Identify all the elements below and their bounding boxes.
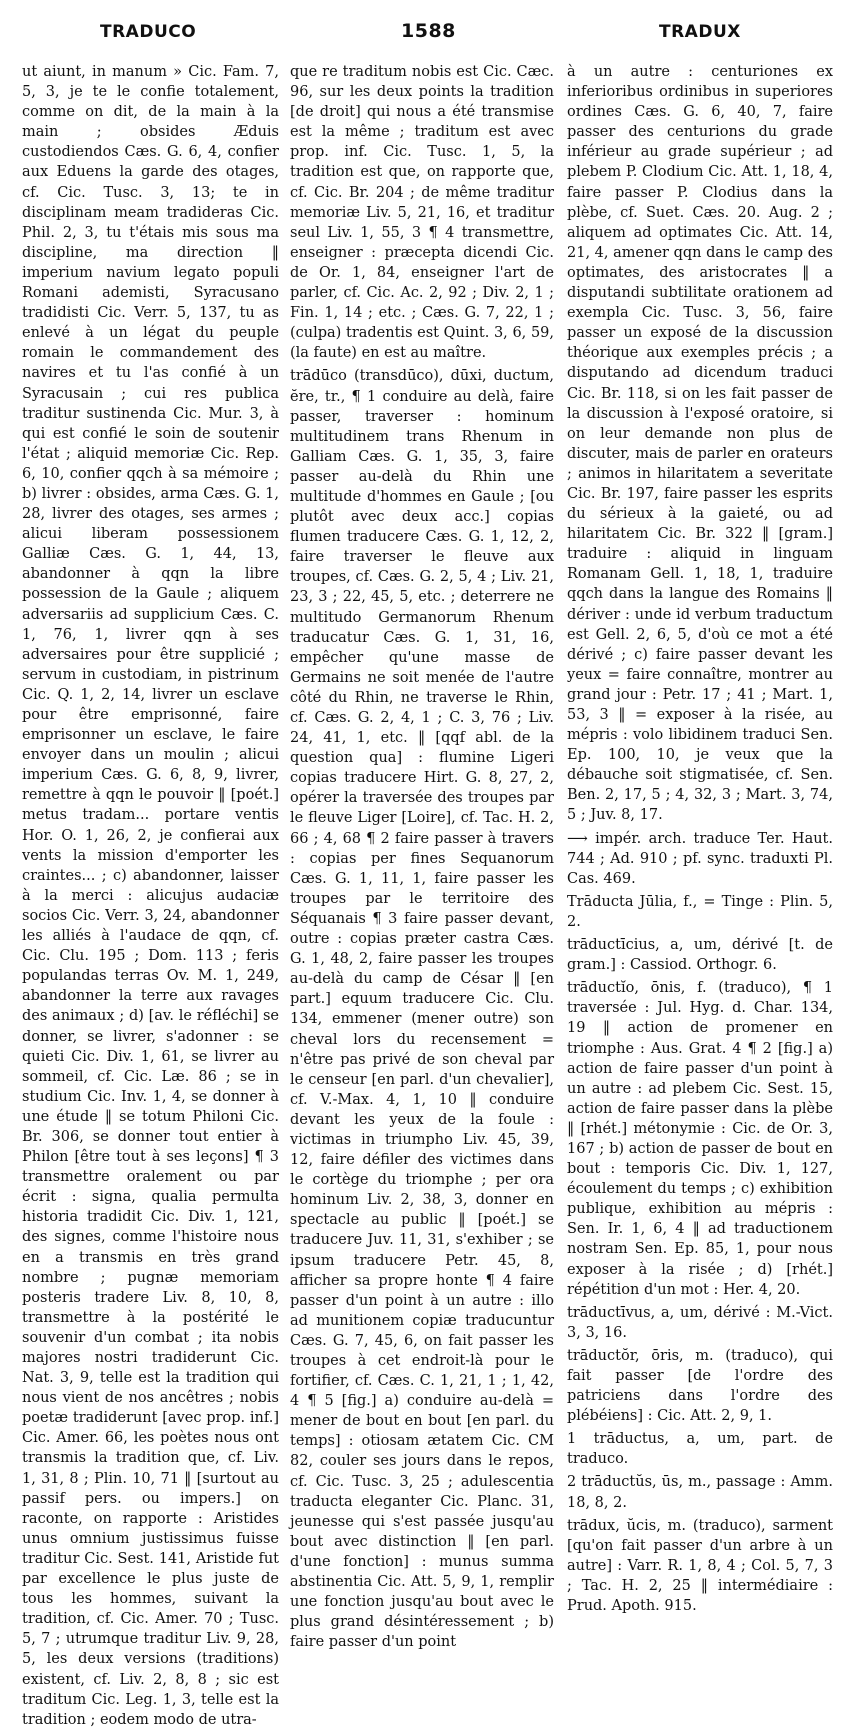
entry-tradux: trādux, ŭcis, m. (traduco), sarment [qu'on fait passer d'un arbre à un autre] : Varr. R. 1, 8, 4 ; Col. 5, 7, 3 ; Tac. H. 2, 25 ‖ intermédiaire : Prud. Apoth. 915.: [567, 1517, 833, 1615]
page-header: [0, 8, 850, 48]
entry-traductus-2: 2 trāductŭs, ūs, m., passage : Amm. 18, 8, 2.: [567, 1474, 833, 1511]
entry-note: ⟶ impér. arch. traduce Ter. Haut. 744 ; Ad. 910 ; pf. sync. traduxti Pl. Cas. 469.: [567, 830, 833, 887]
entry-traductor: trāductŏr, ōris, m. (traduco), qui fait passer [de l'ordre des patriciens dans l'ordre des plébéiens] : Cic. Att. 2, 9, 1.: [567, 1347, 833, 1425]
entry-traduco: trādūco (transdūco), dūxi, ductum, ĕre, tr., ¶ 1 conduire au delà, faire passer, traverser : hominum multitudinem trans Rhenum in Galliam Cæs. G. 1, 35, 3, faire passer au-delà du Rhin une multitude d'hommes en Gaule ; [ou plutôt avec deux acc.] copias flumen traducere Cæs. G. 1, 12, 2, faire traverser le fleuve aux troupes, cf. Cæs. G. 2, 5, 4 ; Liv. 21, 23, 3 ; 22, 45, 5, etc. ; deterrere ne multitudo Germanorum Rhenum traducatur Cæs. G. 1, 31, 16, empêcher qu'une masse de Germains ne soit menée de l'autre côté du Rhin, ne traverse le Rhin, cf. Cæs. G. 2, 4, 1 ; C. 3, 76 ; Liv. 24, 41, 1, etc. ‖ [qqf abl. de la question qua] : flumine Ligeri copias traducere Hirt. G. 8, 27, 2, opérer la traversée des troupes par le fleuve Liger [Loire], cf. Tac. H. 2, 66 ; 4, 68 ¶ 2 faire passer à travers : copias per fines Sequanorum Cæs. G. 1, 11, 1, faire passer les troupes par le territoire des Séquanais ¶ 3 faire passer devant, outre : copias præter castra Cæs. G. 1, 48, 2, faire passer les troupes au-delà du camp de César ‖ [en part.] equum traducere Cic. Clu. 134, emmener (mener outre) son cheval lors du recensement = n'être pas privé de son cheval par le censeur [en parl. d'un chevalier], cf. V.-Max. 4, 1, 10 ‖ conduire devant les yeux de la foule : victimas in triumpho Liv. 45, 39, 12, faire défiler des victimes dans le cortège du triomphe ; per ora hominum Liv. 2, 38, 3, donner en spectacle au public ‖ [poét.] se traducere Juv. 11, 31, s'exhiber ; se ipsum traducere Petr. 45, 8, afficher sa propre honte ¶ 4 faire passer d'un point à un autre : illo ad munitionem copiæ traducuntur Cæs. G. 7, 45, 6, on fait passer les troupes à cet endroit-là pour le fortifier, cf. Cæs. C. 1, 21, 1 ; 1, 42, 4 ¶ 5 [fig.] a) conduire au-delà = mener de bout en bout [en parl. du temps] : otiosam ætatem Cic. CM 82, couler ses jours dans le repos, cf. Cic. Tusc. 3, 25 ; adulescentia traducta eleganter Cic. Planc. 31, jeunesse qui s'est passée jusqu'au bout avec distinction ‖ [en parl. d'une fonction] : munus summa abstinentia Cic. Att. 5, 9, 1, remplir une fonction jusqu'au bout avec le plus grand désintéressement ; b) faire passer d'un point: [290, 368, 554, 1651]
entry-traducticius: trāductīcius, a, um, dérivé [t. de gram.] : Cassiod. Orthogr. 6.: [567, 937, 833, 974]
entry-continuation: ut aiunt, in manum » Cic. Fam. 7, 5, 3, je te le confie totalement, comme on dit, de la main à la main ; obsides Æduis custodiendos Cæs. G. 6, 4, confier aux Eduens la garde des otages, cf. Cic. Tusc. 3, 13; te in disciplinam meam tradideras Cic. Phil. 2, 3, tu t'étais mis sous ma discipline, ma direction ‖ imperium navium legato populi Romani ademisti, Syracusano tradidisti Cic. Verr. 5, 137, tu as enlevé à un légat du peuple romain le commandement des navires et tu l'as confié à un Syracusain ; cui res publica traditur sustinenda Cic. Mur. 3, à qui est confié le soin de soutenir l'état ; aliquid memoriæ Cic. Rep. 6, 10, confier qqch à sa mémoire ; b) livrer : obsides, arma Cæs. G. 1, 28, livrer des otages, ses armes ; alicui liberam possessionem Galliæ Cæs. G. 1, 44, 13, abandonner à qqn la libre possession de la Gaule ; aliquem adversariis ad supplicium Cæs. C. 1, 76, 1, livrer qqn à ses adversaires pour être supplicié ; servum in custodiam, in pistrinum Cic. Q. 1, 2, 14, livrer un esclave pour être emprisonné, faire emprisonner un esclave, le faire envoyer dans un moulin ; alicui imperium Cæs. G. 6, 8, 9, livrer, remettre à qqn le pouvoir ‖ [poét.] metus tradam... portare ventis Hor. O. 1, 26, 2, je confierai aux vents la mission d'emporter les craintes... ; c) abandonner, laisser à la merci : alicujus audaciæ socios Cic. Verr. 3, 24, abandonner les alliés à l'audace de qqn, cf. Cic. Clu. 195 ; Dom. 113 ; feris populandas terras Ov. M. 1, 249, abandonner la terre aux ravages des animaux ; d) [av. le réfléchi] se donner, se livrer, s'adonner : se quieti Cic. Div. 1, 61, se livrer au sommeil, cf. Cic. Læ. 86 ; se in studium Cic. Inv. 1, 4, se donner à une étude ‖ se totum Philoni Cic. Br. 306, se donner tout entier à Philon [être tout à ses leçons] ¶ 3 transmettre oralement ou par écrit : signa, qualia permulta historia tradidit Cic. Div. 1, 121, des signes, comme l'histoire nous en a transmis en très grand nombre ; pugnæ memoriam posteris tradere Liv. 8, 10, 8, transmettre à la postérité le souvenir d'un combat ; ita nobis majores nostri tradiderunt Cic. Nat. 3, 9, telle est la tradition qui nous vient de nos ancêtres ; nobis poetæ tradiderunt [avec prop. inf.] Cic. Amer. 66, les poètes nous ont transmis la tradition que, cf. Liv. 1, 31, 8 ; Plin. 10, 71 ‖ [surtout au passif pers. ou impers.] on raconte, on rapporte : Aristides unus omnium justissimus fuisse traditur Cic. Sest. 141, Aristide fut par excellence le plus juste de tous les hommes, suivant la tradition, cf. Cic. Amer. 70 ; Tusc. 5, 7 ; utrumque traditur Liv. 9, 28, 5, les deux versions (traditions) existent, cf. Liv. 2, 8, 8 ; sic est traditum Cic. Leg. 1, 3, telle est la tradition ; eodem modo de utra-: [22, 64, 279, 1728]
entry-traducta-julia: Trāducta Jūlia, f., = Tinge : Plin. 5, 2.: [567, 893, 833, 930]
column-2: [290, 62, 554, 1651]
left-running-head: TRADUCO: [100, 22, 197, 42]
column-1: [22, 62, 279, 1728]
right-running-head: TRADUX: [659, 22, 741, 42]
column-3: [567, 62, 833, 1615]
entry-continuation: que re traditum nobis est Cic. Cæc. 96, sur les deux points la tradition [de droit] qui nous a été transmise est la même ; traditum est avec prop. inf. Cic. Tusc. 1, 5, la tradition est que, on rapporte que, cf. Cic. Br. 204 ; de même traditur memoriæ Liv. 5, 21, 16, et traditur seul Liv. 1, 55, 3 ¶ 4 transmettre, enseigner : præcepta dicendi Cic. de Or. 1, 84, enseigner l'art de parler, cf. Cic. Ac. 2, 92 ; Div. 2, 1 ; Fin. 1, 14 ; etc. ; Cæs. G. 7, 22, 1 ; (culpa) tradentis est Quint. 3, 6, 59, (la faute) en est au maître.: [290, 64, 554, 362]
entry-continuation: à un autre : centuriones ex inferioribus ordinibus in superiores ordines Cæs. G. 6, 40, 7, faire passer des centurions du grade inférieur au grade supérieur ; ad plebem P. Clodium Cic. Att. 1, 18, 4, faire passer P. Clodius dans la plèbe, cf. Suet. Cæs. 20. Aug. 2 ; aliquem ad optimates Cic. Att. 14, 21, 4, amener qqn dans le camp des optimates, des aristocrates ‖ a disputandi subtilitate orationem ad exempla Cic. Tusc. 3, 56, faire passer un exposé de la discussion théorique aux exemples précis ; a disputando ad dicendum traduci Cic. Br. 118, si on les fait passer de la discussion à l'exposé oratoire, si on leur demande non plus de discuter, mais de parler en orateurs ; animos in hilaritatem a severitate Cic. Br. 197, faire passer les esprits du sérieux à la gaieté, ou ad hilaritatem Cic. Br. 322 ‖ [gram.] traduire : aliquid in linguam Romanam Gell. 1, 18, 1, traduire qqch dans la langue des Romains ‖ dériver : unde id verbum traductum est Gell. 2, 6, 5, d'où ce mot a été dérivé ; c) faire passer devant les yeux = faire connaître, montrer au grand jour : Petr. 17 ; 41 ; Mart. 1, 53, 3 ‖ = exposer à la risée, au mépris : volo libidinem traduci Sen. Ep. 100, 10, je veux que la débauche soit stigmatisée, cf. Sen. Ben. 2, 17, 5 ; 4, 32, 3 ; Mart. 3, 74, 5 ; Juv. 8, 17.: [567, 64, 833, 824]
page-number: 1588: [401, 20, 456, 42]
entry-traductus-1: 1 trāductus, a, um, part. de traduco.: [567, 1431, 833, 1468]
entry-traductio: trāductĭo, ōnis, f. (traduco), ¶ 1 traversée : Jul. Hyg. d. Char. 134, 19 ‖ action de promener en triomphe : Aus. Grat. 4 ¶ 2 [fig.] a) action de faire passer d'un point à un autre : ad plebem Cic. Sest. 15, action de faire passer dans la plèbe ‖ [rhét.] métonymie : Cic. de Or. 3, 167 ; b) action de passer de bout en bout : temporis Cic. Div. 1, 127, écoulement du temps ; c) exhibition publique, exhibition au mépris : Sen. Ir. 1, 6, 4 ‖ ad traductionem nostram Sen. Ep. 85, 1, pour nous exposer à la risée ; d) [rhét.] répétition d'un mot : Her. 4, 20.: [567, 980, 833, 1298]
entry-traductivus: trāductīvus, a, um, dérivé : M.-Vict. 3, 3, 16.: [567, 1304, 833, 1341]
